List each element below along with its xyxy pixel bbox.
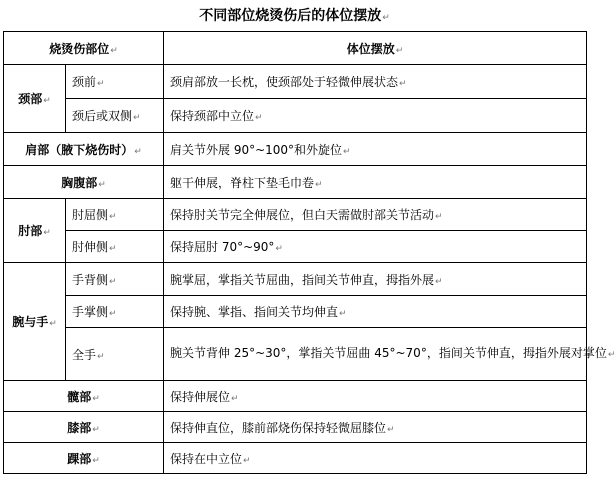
return-mark-icon: ↵ bbox=[110, 45, 118, 56]
sub-part-cell bbox=[66, 263, 164, 296]
position-cell bbox=[164, 133, 587, 166]
position-chest: 躯干伸展，脊柱下垫毛巾卷 bbox=[170, 175, 315, 190]
return-mark-icon: ↵ bbox=[339, 309, 347, 319]
position-knee: 保持伸直位，膝前部烧伤保持轻微屈膝位 bbox=[170, 420, 387, 435]
return-mark-icon: ↵ bbox=[395, 45, 404, 56]
sub-part-cell bbox=[66, 231, 164, 263]
position-cell bbox=[164, 231, 587, 263]
position-cell bbox=[164, 199, 587, 231]
sub-part-wrist-dorsum: 手背侧 bbox=[72, 272, 109, 287]
sub-part-cell bbox=[66, 65, 164, 99]
position-cell bbox=[164, 412, 587, 443]
return-mark-icon: ↵ bbox=[275, 244, 283, 254]
table-row bbox=[4, 231, 587, 263]
position-cell bbox=[164, 381, 587, 412]
position-cell bbox=[164, 65, 587, 99]
part-chest-cell bbox=[4, 166, 164, 199]
return-mark-icon: ↵ bbox=[387, 424, 395, 435]
return-mark-icon: ↵ bbox=[134, 146, 142, 157]
table-row bbox=[4, 133, 587, 166]
part-knee-cell bbox=[4, 412, 164, 443]
return-mark-icon: ↵ bbox=[343, 146, 351, 157]
sub-part-elbow-flexor: 肘屈侧 bbox=[72, 208, 109, 222]
document-title-text: 不同部位烧烫伤后的体位摆放 bbox=[199, 8, 382, 24]
table-row bbox=[4, 381, 587, 412]
return-mark-icon: ↵ bbox=[243, 455, 251, 466]
table-row bbox=[4, 296, 587, 328]
return-mark-icon: ↵ bbox=[97, 79, 105, 89]
return-mark-icon: ↵ bbox=[607, 350, 615, 360]
return-mark-icon: ↵ bbox=[92, 455, 100, 466]
part-knee: 膝部 bbox=[67, 420, 92, 435]
part-elbow-cell bbox=[4, 199, 66, 263]
table-header-row bbox=[4, 32, 587, 65]
header-position-cell bbox=[164, 32, 587, 65]
return-mark-icon: ↵ bbox=[109, 276, 117, 287]
return-mark-icon: ↵ bbox=[231, 393, 239, 404]
part-neck: 颈部 bbox=[18, 92, 43, 106]
table-row bbox=[4, 443, 587, 474]
position-hip: 保持伸展位 bbox=[170, 389, 231, 404]
sub-part-cell bbox=[66, 296, 164, 328]
return-mark-icon: ↵ bbox=[92, 424, 100, 435]
table-row bbox=[4, 412, 587, 443]
return-mark-icon: ↵ bbox=[109, 309, 117, 319]
return-mark-icon: ↵ bbox=[255, 113, 263, 123]
part-hip: 髋部 bbox=[67, 389, 92, 404]
document-title bbox=[0, 6, 589, 26]
sub-part-cell bbox=[66, 99, 164, 133]
sub-part-wrist-whole: 全手 bbox=[72, 347, 97, 362]
position-elbow-flexor: 保持肘关节完全伸展位，但白天需做肘部关节活动 bbox=[170, 208, 435, 222]
return-mark-icon: ↵ bbox=[109, 244, 117, 254]
header-part-cell bbox=[4, 32, 164, 65]
position-cell bbox=[164, 263, 587, 296]
position-cell bbox=[164, 166, 587, 199]
position-ankle: 保持在中立位 bbox=[170, 451, 243, 466]
posture-table bbox=[3, 31, 615, 474]
position-wrist-whole: 腕关节背伸 25°~30°，掌指关节屈曲 45°~70°，指间关节伸直，拇指外展对掌位 bbox=[170, 346, 607, 360]
part-wrist-cell bbox=[4, 263, 66, 381]
return-mark-icon: ↵ bbox=[49, 319, 57, 329]
position-cell bbox=[164, 328, 615, 381]
table-row bbox=[4, 199, 587, 231]
return-mark-icon: ↵ bbox=[435, 276, 443, 287]
header-part: 烧烫伤部位 bbox=[49, 41, 110, 56]
part-chest: 胸腹部 bbox=[61, 175, 98, 190]
part-wrist: 腕与手 bbox=[12, 315, 49, 329]
return-mark-icon: ↵ bbox=[382, 13, 390, 23]
part-ankle: 踝部 bbox=[67, 451, 92, 466]
table-row bbox=[4, 166, 587, 199]
table-row bbox=[4, 263, 587, 296]
sub-part-neck-front: 颈前 bbox=[72, 75, 97, 89]
part-elbow: 肘部 bbox=[18, 224, 43, 238]
part-shoulder-cell bbox=[4, 133, 164, 166]
return-mark-icon: ↵ bbox=[98, 179, 106, 190]
return-mark-icon: ↵ bbox=[315, 179, 323, 190]
position-shoulder: 肩关节外展 90°~100°和外旋位 bbox=[170, 142, 343, 157]
table-row bbox=[4, 99, 587, 133]
sub-part-cell bbox=[66, 199, 164, 231]
return-mark-icon: ↵ bbox=[92, 393, 100, 404]
part-ankle-cell bbox=[4, 443, 164, 474]
return-mark-icon: ↵ bbox=[133, 113, 141, 123]
return-mark-icon: ↵ bbox=[43, 228, 51, 238]
part-neck-cell bbox=[4, 65, 66, 133]
return-mark-icon: ↵ bbox=[97, 351, 105, 362]
return-mark-icon: ↵ bbox=[43, 96, 51, 106]
sub-part-neck-back: 颈后或双侧 bbox=[72, 109, 133, 123]
position-cell bbox=[164, 296, 587, 328]
table-row bbox=[4, 328, 587, 381]
return-mark-icon: ↵ bbox=[435, 212, 443, 222]
table-row bbox=[4, 65, 587, 99]
sub-part-wrist-palm: 手掌侧 bbox=[72, 305, 109, 319]
position-cell bbox=[164, 443, 587, 474]
position-neck-front: 颈肩部放一长枕，使颈部处于轻微伸展状态 bbox=[170, 75, 399, 89]
return-mark-icon: ↵ bbox=[399, 79, 407, 89]
return-mark-icon: ↵ bbox=[109, 212, 117, 222]
part-hip-cell bbox=[4, 381, 164, 412]
part-shoulder: 肩部（腋下烧伤时） bbox=[25, 142, 134, 157]
position-wrist-dorsum: 腕掌屈，掌指关节屈曲，指间关节伸直，拇指外展 bbox=[170, 272, 435, 287]
sub-part-cell bbox=[66, 328, 164, 381]
position-cell bbox=[164, 99, 587, 133]
position-wrist-palm: 保持腕、掌指、指间关节均伸直 bbox=[170, 305, 339, 319]
header-position: 体位摆放 bbox=[346, 41, 395, 56]
sub-part-elbow-extensor: 肘伸侧 bbox=[72, 240, 109, 254]
position-elbow-extensor: 保持屈肘 70°~90° bbox=[170, 240, 275, 254]
position-neck-back: 保持颈部中立位 bbox=[170, 109, 255, 123]
